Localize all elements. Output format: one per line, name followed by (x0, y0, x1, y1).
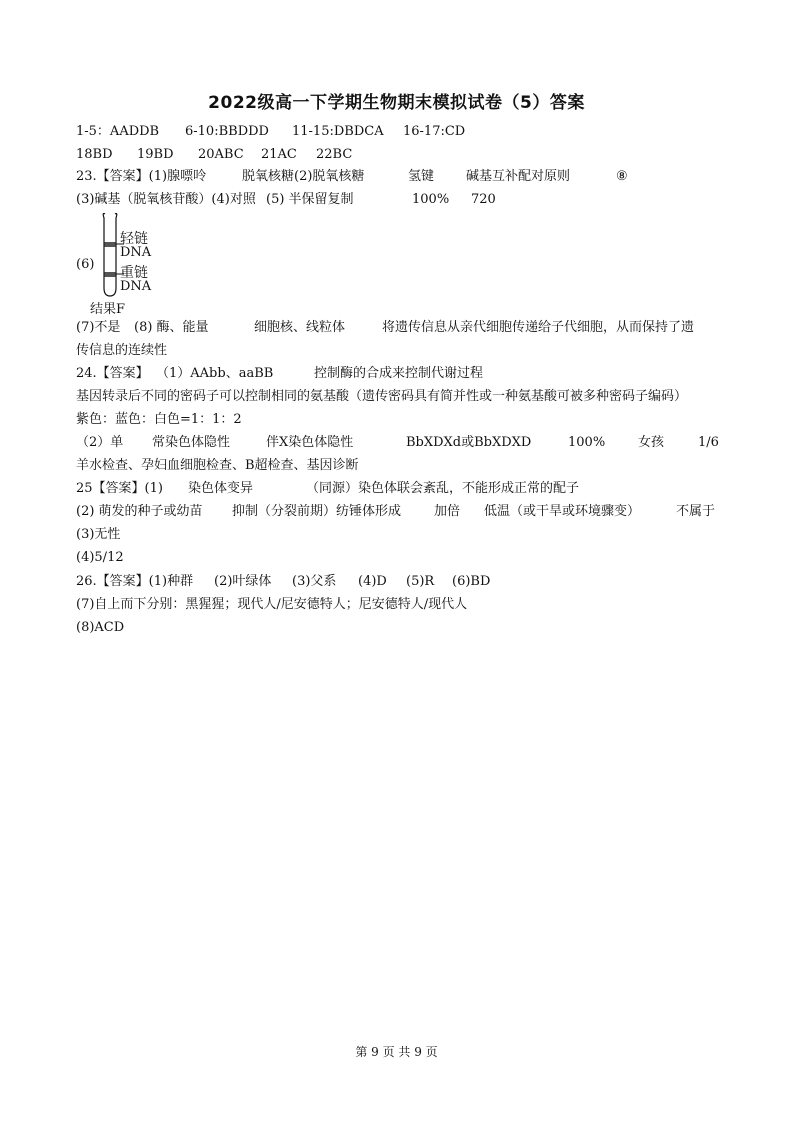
page-title: 2022级高一下学期生物期末模拟试卷（5）答案 (208, 93, 585, 113)
answer-text: 11-15:DBDCA (292, 124, 384, 139)
light-dna-band (105, 242, 116, 247)
answer-text: 26.【答案】(1)种群 (76, 574, 194, 589)
answer-text: 19BD (137, 147, 174, 162)
answer-text: 20ABC (198, 147, 244, 162)
answer-text: 18BD (76, 147, 113, 162)
answer-text: (7)自上而下分别：黑猩猩；现代人/尼安德特人；尼安德特人/现代人 (76, 597, 468, 612)
answer-text: 染色体变异 (188, 481, 254, 496)
answer-text: 紫色：蓝色：白色=1：1：2 (76, 412, 242, 427)
answer-text: (3)无性 (76, 527, 121, 542)
answer-text: (6)BD (452, 574, 491, 589)
answer-text: (8)ACD (76, 620, 125, 635)
page-footer: 第 9 页 共 9 页 (355, 1045, 438, 1059)
answer-text: （同源）染色体联会紊乱，不能形成正常的配子 (306, 481, 580, 496)
answer-text: ⑧ (616, 169, 628, 184)
heavy-dna-label: DNA (120, 279, 152, 294)
answer-text: （2）单 (76, 435, 124, 450)
answer-text: (3)碱基（脱氧核苷酸）(4)对照 (76, 192, 256, 207)
answer-text: 基因转录后不同的密码子可以控制相同的氨基酸（遗传密码具有简并性或一种氨基酸可被多种密码子编码） (76, 389, 688, 404)
answer-text: (5)R (406, 574, 435, 589)
light-dna-label: DNA (120, 245, 152, 260)
answer-text: 25【答案】(1) (76, 481, 163, 496)
answer-text: (2) 萌发的种子或幼苗 (76, 504, 203, 519)
answer-text: (5) 半保留复制 (266, 192, 354, 207)
answer-text: 抑制（分裂前期）纺锤体形成 (232, 504, 402, 519)
answer-text: (4)5/12 (76, 550, 124, 565)
answer-text: 氢键 (408, 169, 435, 184)
answer-text: 24.【答案】 (76, 366, 149, 381)
answer-text: 23.【答案】(1)腺嘌呤 (76, 169, 207, 184)
answer-text: 伴X染色体隐性 (266, 435, 354, 450)
answer-text: (2)叶绿体 (214, 574, 272, 589)
answer-text: 100% (568, 435, 606, 450)
answer-text: 传信息的连续性 (76, 343, 168, 358)
answer-text: 碱基互补配对原则 (466, 169, 571, 184)
answer-text: (8) 酶、能量 (134, 320, 209, 335)
question-6-label: (6) (76, 257, 95, 272)
answer-text: (4)D (358, 574, 387, 589)
answer-text: 低温（或干旱或环境骤变） (484, 504, 641, 519)
answer-text: 16-17:CD (403, 124, 466, 139)
answer-text: 720 (471, 192, 496, 207)
answer-text: 1/6 (698, 435, 719, 450)
answer-text: 6-10:BBDDD (185, 124, 269, 139)
centrifuge-tube-diagram (76, 210, 276, 320)
answer-text: 1-5：AADDB (76, 124, 160, 139)
centrifuge-tube-icon (96, 210, 156, 310)
answer-text: 脱氧核糖(2)脱氧核糖 (242, 169, 365, 184)
answer-text: 21AC (261, 147, 297, 162)
answer-text: 22BC (316, 147, 353, 162)
answer-text: (7)不是 (76, 320, 121, 335)
light-chain-label: 轻链 (120, 231, 148, 247)
answer-text: 控制酶的合成来控制代谢过程 (314, 366, 484, 381)
answer-text: BbXDXd或BbXDXD (406, 435, 532, 450)
answer-text: 女孩 (638, 435, 665, 450)
answer-text: 100% (412, 192, 450, 207)
answer-text: 加倍 (434, 504, 461, 519)
answer-text: 不属于 (676, 504, 716, 519)
heavy-dna-band (105, 272, 116, 277)
answer-text: （1）AAbb、aaBB (156, 366, 274, 381)
answer-text: 细胞核、线粒体 (254, 320, 346, 335)
heavy-chain-label: 重链 (120, 265, 148, 281)
answer-text: 羊水检查、孕妇血细胞检查、B超检查、基因诊断 (76, 458, 359, 473)
answer-text: 常染色体隐性 (152, 435, 231, 450)
result-label: 结果F (90, 302, 126, 317)
answer-text: 将遗传信息从亲代细胞传递给子代细胞，从而保持了遗 (382, 320, 695, 335)
answer-text: (3)父系 (292, 574, 337, 589)
